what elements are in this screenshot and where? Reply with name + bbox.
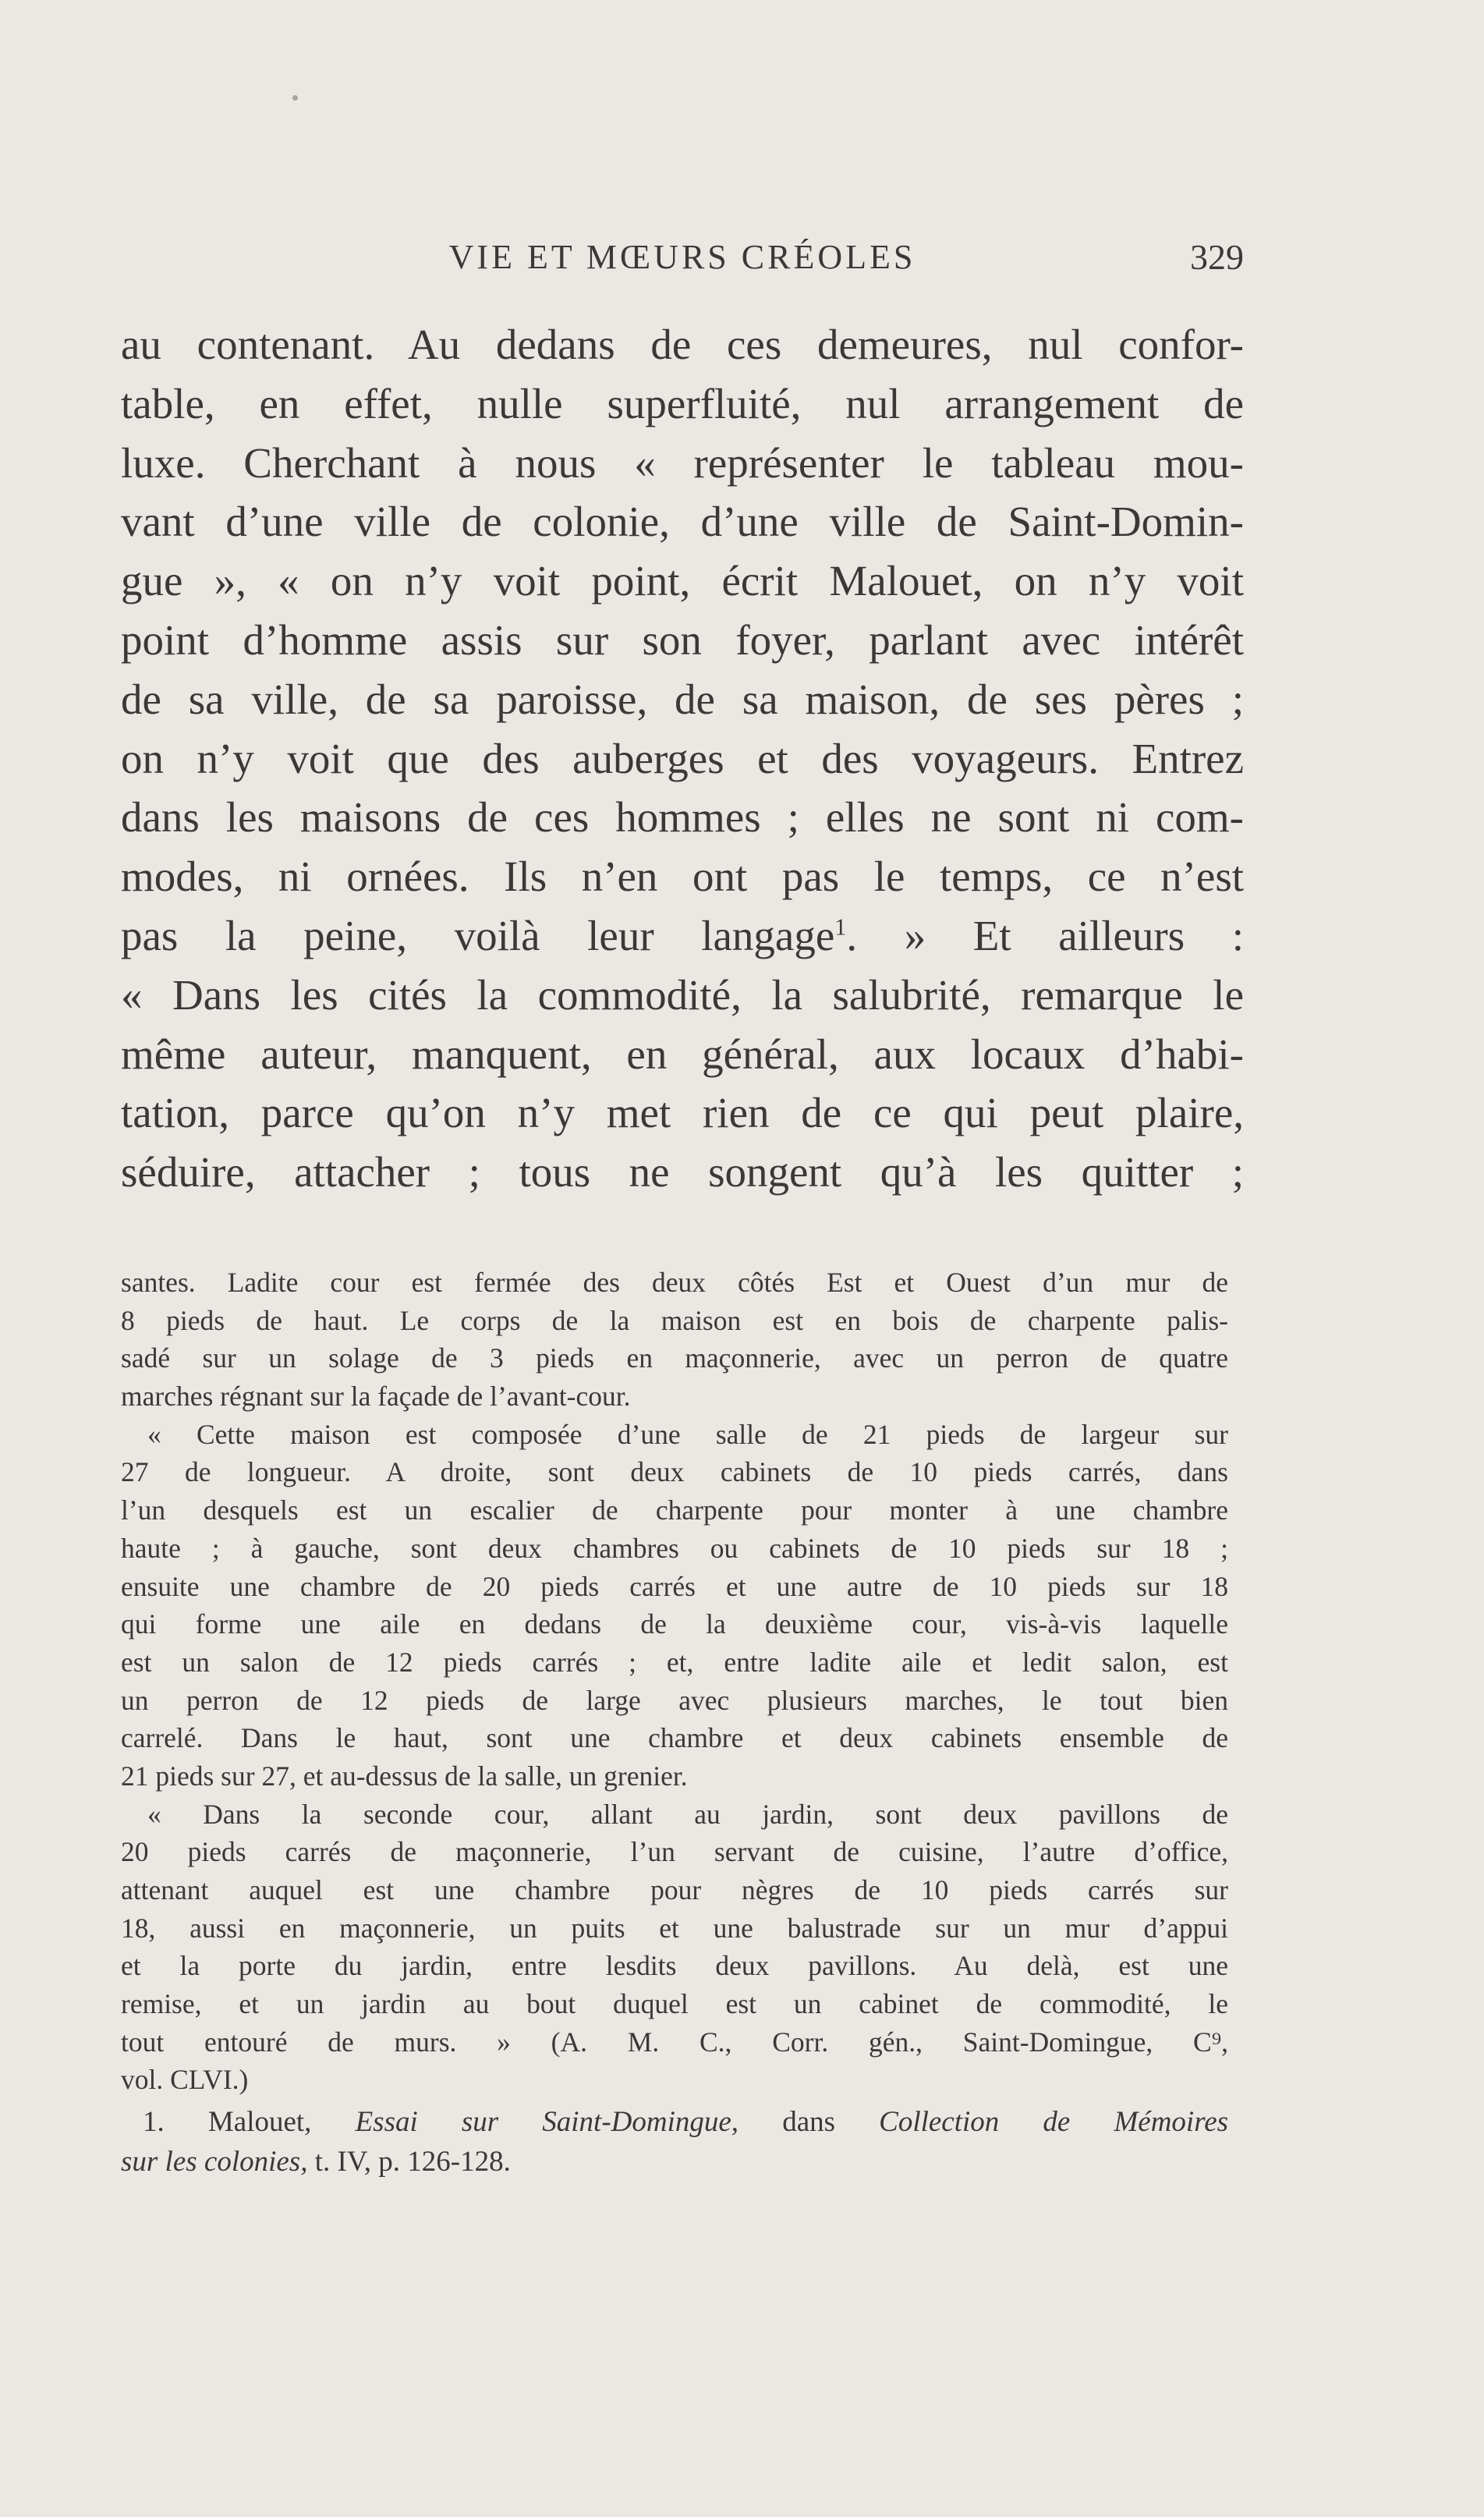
main-text — [121, 315, 1244, 1202]
footnote-line: marches régnant sur la façade de l’avant-cour. — [121, 1381, 631, 1413]
body-line: même auteur, manquent, en général, aux locaux d’habi- — [121, 1030, 1244, 1078]
body-line: point d’homme assis sur son foyer, parlant avec intérêt — [121, 615, 1244, 664]
footnote-continuation — [121, 1264, 1228, 2099]
body-line: on n’y voit que des auberges et des voyageurs. Entrez — [121, 734, 1244, 782]
body-line: tation, parce qu’on n’y met rien de ce qui peut plaire, — [121, 1089, 1244, 1137]
footnote-line: qui forme une aile en dedans de la deuxième cour, vis-à-vis laquelle — [121, 1608, 1228, 1640]
footnote-line: un perron de 12 pieds de large avec plusieurs marches, le tout bien — [121, 1684, 1228, 1716]
body-line: « Dans les cités la commodité, la salubrité, remarque le — [121, 970, 1244, 1019]
body-line: table, en effet, nulle superfluité, nul arrangement de — [121, 379, 1244, 427]
footnote-1-title-c: sur les colonies, — [121, 2146, 308, 2178]
body-line: dans les maisons de ces hommes ; elles ne sont ni com- — [121, 793, 1244, 842]
footnote-line: carrelé. Dans le haut, sont une chambre et deux cabinets ensemble de — [121, 1722, 1228, 1754]
footnote-1-number: 1. — [143, 2106, 165, 2138]
footnote-line: santes. Ladite cour est fermée des deux côtés Est et Ouest d’un mur de — [121, 1267, 1228, 1298]
body-line: de sa ville, de sa paroisse, de sa maison, de ses pères ; — [121, 675, 1244, 723]
running-head-title: VIE ET MŒURS CRÉOLES — [448, 238, 916, 276]
running-head — [121, 234, 1244, 281]
footnote-line: ensuite une chambre de 20 pieds carrés et une autre de 10 pieds sur 18 — [121, 1570, 1228, 1602]
footnote-line: « Cette maison est composée d’une salle de 21 pieds de largeur sur — [147, 1418, 1228, 1450]
footnote-line: tout entouré de murs. » (A. M. C., Corr. gén., Saint-Domingue, C⁹, — [121, 2026, 1228, 2058]
body-line: séduire, attacher ; tous ne songent qu’à les quitter ; — [121, 1148, 1244, 1196]
footnote-line: l’un desquels est un escalier de charpente pour monter à une chambre — [121, 1494, 1228, 1526]
footnote-line: 21 pieds sur 27, et au-dessus de la salle, un grenier. — [121, 1760, 688, 1792]
body-line-tail: . » Et ailleurs : — [846, 911, 1245, 959]
page-number: 329 — [1190, 237, 1244, 277]
footnote-line: 20 pieds carrés de maçonnerie, l’un servant de cuisine, l’autre d’office, — [121, 1836, 1228, 1868]
footnote-1-reference: t. IV, p. 126-128. — [314, 2146, 511, 2178]
footnote-line: sadé sur un solage de 3 pieds en maçonnerie, avec un perron de quatre — [121, 1342, 1228, 1374]
footnote-1-line-1 — [121, 2102, 1228, 2142]
footnote-1 — [121, 2102, 1228, 2182]
body-line: vant d’une ville de colonie, d’une ville de Saint-Domin- — [121, 498, 1244, 546]
footnote-line: vol. CLVI.) — [121, 2064, 249, 2096]
footnote-line: est un salon de 12 pieds carrés ; et, entre ladite aile et ledit salon, est — [121, 1646, 1228, 1678]
footnote-line: 8 pieds de haut. Le corps de la maison est en bois de charpente palis- — [121, 1304, 1228, 1336]
footnote-line: remise, et un jardin au bout duquel est un cabinet de commodité, le — [121, 1988, 1228, 2020]
body-line: modes, ni ornées. Ils n’en ont pas le temps, ce n’est — [121, 853, 1244, 901]
body-line: gue », « on n’y voit point, écrit Malouet, on n’y voit — [121, 557, 1244, 605]
body-line-with-note — [121, 906, 1244, 966]
footnote-1-connector: dans — [782, 2106, 836, 2138]
footnote-line: « Dans la seconde cour, allant au jardin, sont deux pavillons de — [147, 1798, 1228, 1830]
footnote-1-title-b: Collection de Mémoires — [879, 2106, 1229, 2138]
footnote-1-author: Malouet, — [207, 2106, 312, 2138]
body-line: au contenant. Au dedans de ces demeures, nul confor- — [121, 321, 1244, 368]
body-line: luxe. Cherchant à nous « représenter le tableau mou- — [121, 438, 1244, 487]
body-line-text: pas la peine, voilà leur langage — [121, 911, 835, 959]
footnote-1-line-2 — [121, 2142, 1228, 2182]
footnote-1-title-a: Essai sur Saint-Domingue, — [355, 2106, 739, 2138]
footnote-line: et la porte du jardin, entre lesdits deux pavillons. Au delà, est une — [121, 1950, 1228, 1982]
ink-speck — [292, 95, 298, 101]
footnote-line: 18, aussi en maçonnerie, un puits et une balustrade sur un mur d’appui — [121, 1912, 1228, 1944]
footnote-line: haute ; à gauche, sont deux chambres ou cabinets de 10 pieds sur 18 ; — [121, 1532, 1228, 1564]
footnote-line: 27 de longueur. A droite, sont deux cabinets de 10 pieds carrés, dans — [121, 1456, 1228, 1488]
footnote-marker: 1 — [834, 913, 847, 941]
footnote-line: attenant auquel est une chambre pour nègres de 10 pieds carrés sur — [121, 1874, 1228, 1905]
